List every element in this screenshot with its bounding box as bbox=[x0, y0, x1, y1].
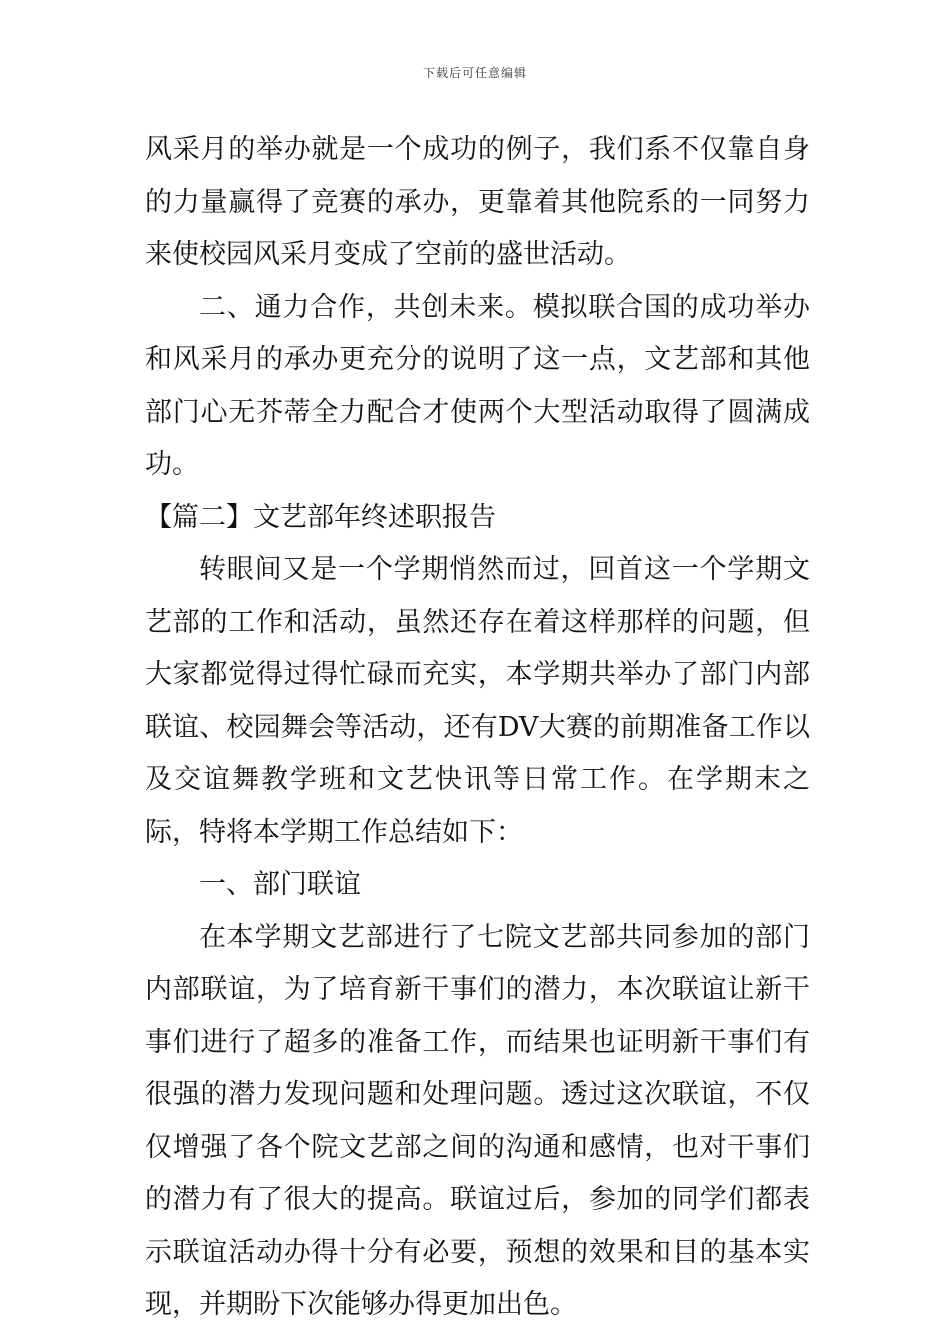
paragraph-3: 转眼间又是一个学期悄然而过，回首这一个学期文艺部的工作和活动，虽然还存在着这样那样的问题，但大家都觉得过得忙碌而充实，本学期共举办了部门内部联谊、校园舞会等活动，还有DV大赛的前期准备工作以及交谊舞教学班和文艺快讯等日常工作。在学期末之际，特将本学期工作总结如下： bbox=[145, 554, 810, 848]
paragraph-2: 二、通力合作，共创未来。模拟联合国的成功举办和风采月的承办更充分的说明了这一点，文艺部和其他部门心无芥蒂全力配合才使两个大型活动取得了圆满成功。 bbox=[145, 291, 810, 480]
paragraph-4: 在本学期文艺部进行了七院文艺部共同参加的部门内部联谊，为了培育新干事们的潜力，本次联谊让新干事们进行了超多的准备工作，而结果也证明新干事们有很强的潜力发现问题和处理问题。透过这次联谊，不仅仅增强了各个院文艺部之间的沟通和感情，也对干事们的潜力有了很大的提高。联谊过后，参加的同学们都表示联谊活动办得十分有必要，预想的效果和目的基本实现，并期盼下次能够办得更加出色。 bbox=[145, 921, 810, 1320]
section-heading: 【篇二】文艺部年终述职报告 bbox=[145, 501, 496, 533]
paragraph-1: 风采月的举办就是一个成功的例子，我们系不仅靠自身的力量赢得了竞赛的承办，更靠着其他院系的一同努力来使校园风采月变成了空前的盛世活动。 bbox=[145, 134, 810, 270]
document-body bbox=[145, 124, 810, 1332]
page-header-note: 下载后可任意编辑 bbox=[422, 66, 527, 80]
subheading-department-party: 一、部门联谊 bbox=[199, 869, 361, 900]
